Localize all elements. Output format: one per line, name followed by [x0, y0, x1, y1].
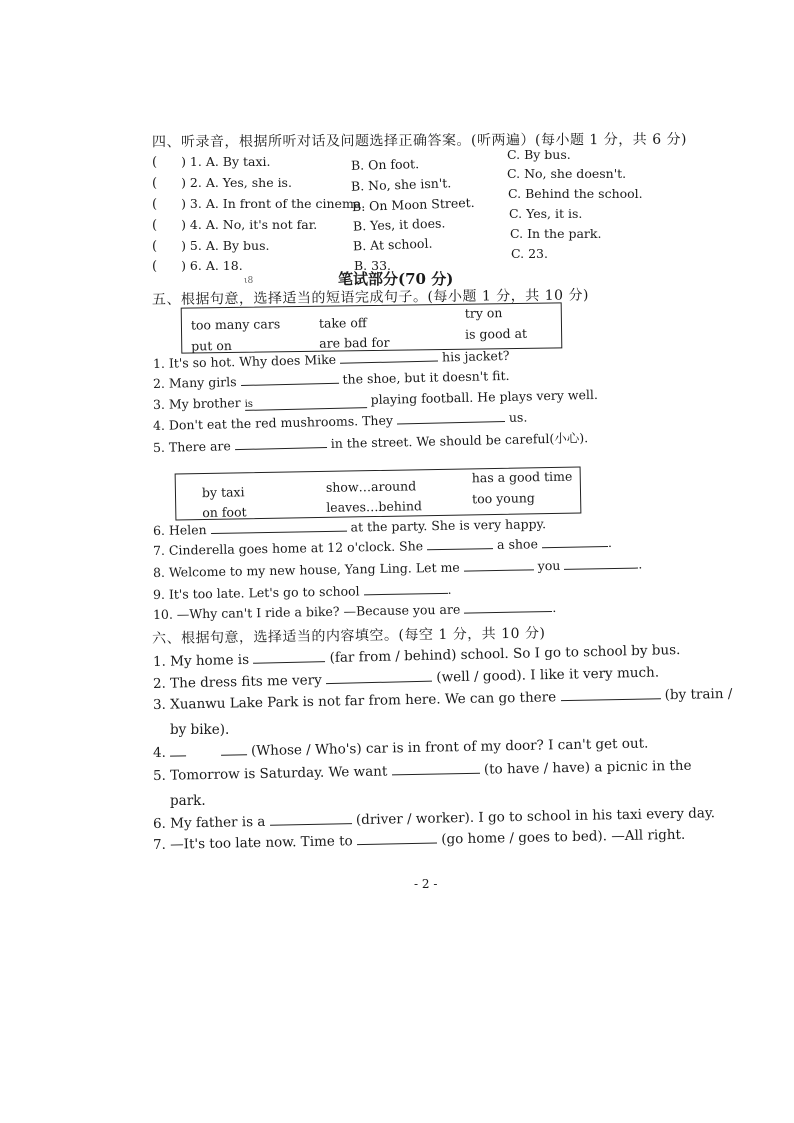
phrase-option: has a good time [471, 468, 573, 486]
question-text: 1. It's so hot. Why does Mike [152, 351, 337, 371]
question-text: . [447, 581, 452, 597]
question-4 [153, 410, 528, 434]
question-3 [153, 387, 598, 413]
answer-blank[interactable] [564, 557, 638, 570]
sec6-question-5-cont: park. [170, 793, 206, 809]
option-c: C. 23. [511, 246, 548, 261]
option-c: C. By bus. [507, 147, 571, 162]
question-text: in the street. We should be careful(小心). [330, 430, 589, 451]
question-text: 4. Don't eat the red mushrooms. They [152, 412, 394, 433]
question-text: 8. Welcome to my new house, Yang Ling. Let me [152, 559, 460, 580]
page-number: - 2 - [414, 877, 438, 891]
option-a: ) 1. A. By taxi. [181, 154, 271, 169]
question-text: (Whose / Who's) car is in front of my door? I can't get out. [250, 735, 649, 760]
answer-paren: ( [152, 259, 158, 274]
list-item [152, 258, 243, 275]
option-c: C. In the park. [510, 226, 602, 241]
option-c: C. Yes, it is. [509, 206, 583, 221]
question-text: at the party. She is very happy. [350, 516, 547, 535]
option-b: B. 33. [354, 258, 392, 273]
question-text: 4. [152, 744, 167, 761]
section-5-title: 五、根据句意，选择适当的短语完成句子。(每小题 1 分，共 10 分) [151, 287, 590, 308]
option-a: ) 3. A. In front of the cinema. [181, 196, 366, 211]
question-text: 3. Xuanwu Lake Park is not far from here. We can go there [152, 689, 557, 713]
sec6-question-4 [153, 735, 649, 761]
answer-blank[interactable] [170, 744, 186, 756]
question-9 [153, 582, 452, 603]
option-a: ) 6. A. 18. [181, 258, 243, 273]
sec6-question-3-cont: by bike). [170, 722, 230, 738]
answer-blank[interactable] [210, 520, 346, 534]
stray-mark: ι8 [244, 276, 254, 286]
question-text: the shoe, but it doesn't fit. [342, 367, 510, 387]
question-text: 5. Tomorrow is Saturday. We want [152, 763, 388, 784]
answer-blank[interactable] [391, 762, 479, 776]
answer-blank[interactable] [240, 372, 338, 386]
answer-paren: ( [152, 218, 158, 233]
sec6-question-7 [153, 827, 686, 853]
question-text: playing football. He plays very well. [370, 386, 599, 408]
question-text: 7. —It's too late now. Time to [152, 833, 353, 853]
question-text: 10. —Why can't I ride a bike? —Because you are [152, 601, 461, 622]
question-text: 7. Cinderella goes home at 12 o'clock. She [152, 538, 424, 558]
question-text: 6. Helen [152, 522, 207, 538]
option-b: B. On foot. [350, 156, 420, 173]
list-item [152, 238, 269, 255]
answer-blank[interactable] [464, 600, 552, 614]
option-c: C. Behind the school. [508, 186, 643, 201]
question-text: (go home / goes to bed). —All right. [441, 826, 686, 848]
question-text: 5. There are [152, 438, 231, 455]
question-7 [153, 535, 612, 559]
option-a: ) 4. A. No, it's not far. [181, 217, 318, 232]
question-5 [153, 430, 589, 456]
question-text: you [537, 557, 561, 574]
question-text: 3. My brother [152, 395, 241, 412]
list-item [152, 196, 365, 213]
phrase-option: too many cars [190, 316, 281, 333]
answer-blank[interactable] [397, 410, 505, 424]
answer-blank[interactable] [253, 650, 325, 664]
phrase-box-2 [175, 466, 582, 520]
answer-paren: ( [152, 197, 158, 212]
phrase-option: show…around [325, 478, 417, 495]
option-b: B. On Moon Street. [351, 194, 475, 215]
phrase-option: by taxi [201, 484, 245, 501]
question-text: a shoe [496, 536, 539, 552]
question-text: us. [508, 409, 528, 425]
phrase-option: try on [464, 305, 503, 321]
answer-blank[interactable] [357, 832, 437, 846]
answer-blank[interactable] [326, 670, 432, 684]
option-a: ) 2. A. Yes, she is. [181, 175, 292, 190]
answer-blank[interactable]: is [245, 396, 367, 411]
answer-blank[interactable] [221, 743, 247, 755]
phrase-option: take off [318, 315, 367, 331]
answer-paren: ( [152, 155, 158, 170]
sec6-question-5 [153, 758, 692, 784]
question-text: (well / good). I like it very much. [436, 664, 660, 686]
question-text: 2. Many girls [152, 374, 237, 391]
question-text: 2. The dress fits me very [152, 672, 322, 692]
section-6-title: 六、根据句意，选择适当的内容填空。(每空 1 分，共 10 分) [151, 625, 546, 647]
phrase-option: is good at [464, 325, 528, 342]
answer-paren: ( [152, 239, 158, 254]
question-text: 1. My home is [152, 651, 250, 670]
section-4-title: 四、听录音，根据所听对话及问题选择正确答案。(听两遍）(每小题 1 分，共 6 分) [151, 131, 688, 151]
phrase-option: on foot [202, 504, 247, 521]
answer-paren: ( [152, 176, 158, 191]
question-8 [153, 556, 643, 581]
question-text: (to have / have) a picnic in the [483, 757, 692, 778]
question-text: (by train / [664, 685, 733, 704]
question-text: (far from / behind) school. So I go to school by bus. [329, 642, 681, 666]
phrase-option: too young [471, 490, 535, 507]
answer-blank[interactable] [363, 582, 447, 595]
answer-blank[interactable] [464, 558, 534, 571]
phrase-option: leaves…behind [326, 498, 423, 515]
question-10 [153, 600, 557, 623]
question-text: . [552, 599, 557, 616]
question-2 [153, 368, 510, 392]
question-text: . [607, 534, 612, 551]
question-text: his jacket? [441, 347, 510, 365]
option-b: B. No, she isn't. [350, 175, 452, 194]
answer-blank[interactable] [427, 537, 493, 550]
answer-blank[interactable] [340, 350, 438, 364]
phrase-box-1 [181, 302, 563, 353]
phrase-option: put on [191, 337, 232, 354]
phrase-option: are bad for [319, 334, 390, 351]
list-item [152, 175, 292, 192]
answer-blank[interactable] [560, 687, 660, 701]
question-text: . [638, 556, 643, 572]
question-text: 6. My father is a [152, 813, 266, 832]
option-c: C. No, she doesn't. [507, 166, 627, 181]
list-item [152, 154, 271, 171]
written-part-title: 笔试部分(70 分) [338, 270, 454, 288]
answer-blank[interactable] [270, 812, 352, 826]
question-text: (driver / worker). I go to school in his taxi every day. [355, 805, 716, 829]
question-text: 9. It's too late. Let's go to school [152, 583, 360, 602]
option-b: B. Yes, it does. [352, 215, 446, 234]
answer-blank[interactable] [235, 436, 327, 450]
option-a: ) 5. A. By bus. [181, 238, 270, 253]
option-b: B. At school. [352, 235, 433, 254]
answer-blank[interactable] [542, 535, 608, 548]
list-item [152, 217, 317, 234]
